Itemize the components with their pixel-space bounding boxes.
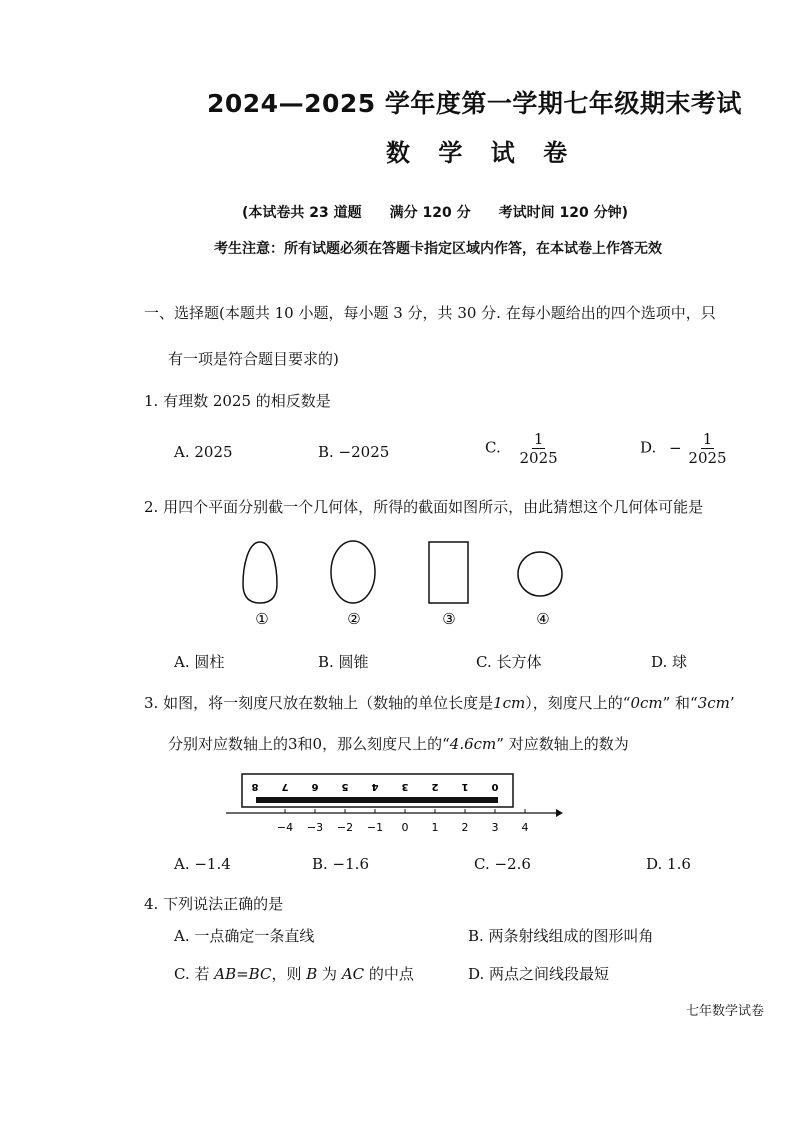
- option-c-label: C.: [485, 438, 501, 457]
- q3-text-part: ” 和“: [662, 694, 698, 712]
- section-heading-line2: 有一项是符合题目要求的): [168, 350, 339, 368]
- axis-tick-label: −3: [306, 821, 324, 834]
- fraction-denominator: 2025: [688, 449, 727, 467]
- axis-tick-label: 4: [521, 821, 529, 834]
- circle-figure: [518, 552, 562, 596]
- number-line-arrow: [556, 809, 563, 817]
- exam-title: 2024—2025 学年度第一学期七年级期末考试: [207, 89, 742, 118]
- exam-notice: 考生注意：所有试题必须在答题卡指定区域内作答，在本试卷上作答无效: [214, 241, 662, 257]
- q3-text-part: 分别对应数轴上的: [168, 735, 289, 753]
- section-heading-line1: 一、选择题(本题共 10 小题，每小题 3 分，共 30 分. 在每小题给出的四个选项中，只: [144, 304, 716, 322]
- question-4-option-b: B. 两条射线组成的图形叫角: [468, 927, 654, 945]
- axis-tick-label: 1: [431, 821, 439, 834]
- question-3-option-a: A. −1.4: [174, 855, 231, 873]
- q3-text-part: 3和0，那么刻度尺上的“: [288, 735, 450, 753]
- question-4-option-c: [174, 963, 414, 984]
- fraction-denominator: 2025: [519, 449, 558, 467]
- axis-tick-label: −4: [276, 821, 294, 834]
- ruler-mark-label: 4: [371, 781, 379, 792]
- ruler-number-line-figure: [226, 770, 566, 836]
- footer-label: 七年数学试卷: [686, 1004, 765, 1019]
- question-3-option-d: D. 1.6: [646, 855, 691, 873]
- figure-label-1: ①: [255, 610, 269, 628]
- ruler-mark-label: 6: [311, 781, 319, 792]
- question-2-option-d: D. 球: [651, 653, 688, 671]
- question-3-line2: [168, 733, 629, 754]
- question-4-stem: 4. 下列说法正确的是: [144, 895, 284, 913]
- q3-unit: 1cm: [493, 694, 526, 712]
- question-1-stem: 1. 有理数 2025 的相反数是: [144, 392, 331, 410]
- axis-tick-label: 0: [401, 821, 409, 834]
- exam-subtitle: 数 学 试 卷: [386, 139, 578, 167]
- ruler-mark-label: 3: [401, 781, 409, 792]
- question-4-option-d: D. 两点之间线段最短: [468, 965, 610, 983]
- q4c-text-part: ，则: [271, 965, 307, 983]
- figure-label-3: ③: [442, 610, 456, 628]
- option-d-fraction: [686, 430, 728, 467]
- q4c-segment-ac: AC: [341, 965, 365, 983]
- q4c-ab-eq-bc: AB=BC: [214, 965, 272, 983]
- q3-quote-3cm: 3cm: [697, 694, 730, 712]
- figure-label-4: ④: [536, 610, 550, 628]
- q3-text-part: ），刻度尺上的“: [525, 694, 631, 712]
- exam-info: (本试卷共 23 道题 满分 120 分 考试时间 120 分钟): [242, 205, 628, 221]
- q4c-text-part: 为: [317, 965, 342, 983]
- question-2-stem: 2. 用四个平面分别截一个几何体，所得的截面如图所示，由此猜想这个几何体可能是: [144, 498, 704, 516]
- q3-text-part: 3. 如图，将一刻度尺放在数轴上（数轴的单位长度是: [144, 694, 494, 712]
- q3-quote-4.6cm: 4.6cm: [449, 735, 497, 753]
- question-1-option-d: [640, 430, 729, 467]
- ruler-thick-edge: [256, 797, 498, 803]
- question-1-option-a: A. 2025: [174, 443, 233, 461]
- axis-tick-label: −1: [366, 821, 384, 834]
- ruler-mark-label: 7: [281, 781, 289, 792]
- question-3-option-b: B. −1.6: [312, 855, 369, 873]
- rectangle-figure: [429, 542, 468, 603]
- q4c-text-part: 的中点: [364, 965, 414, 983]
- figure-label-2: ②: [347, 610, 361, 628]
- fraction-numerator: 1: [533, 430, 544, 448]
- q3-text-part: ” 对应数轴上的数为: [496, 735, 629, 753]
- question-2-option-a: A. 圆柱: [174, 653, 225, 671]
- ruler-mark-label: 2: [431, 781, 439, 792]
- question-1-option-b: B. −2025: [318, 443, 390, 461]
- option-d-label: D.: [640, 438, 657, 457]
- axis-tick-label: 3: [491, 821, 499, 834]
- option-d-sign: −: [669, 438, 682, 457]
- question-3-option-c: C. −2.6: [474, 855, 531, 873]
- ruler-mark-label: 8: [251, 781, 259, 792]
- ruler-mark-label: 5: [341, 781, 349, 792]
- question-3-line1: [144, 692, 735, 713]
- ruler-mark-label: 1: [461, 781, 469, 792]
- q4c-text-part: C. 若: [174, 965, 215, 983]
- axis-tick-label: −2: [336, 821, 354, 834]
- ellipse-figure: [331, 541, 375, 603]
- axis-tick-label: 2: [461, 821, 469, 834]
- ruler-marks: [251, 781, 498, 792]
- fraction-numerator: 1: [702, 430, 713, 448]
- question-2-option-b: B. 圆锥: [318, 653, 369, 671]
- cross-section-figures: [230, 536, 570, 632]
- egg-shape-figure: [243, 542, 277, 603]
- q3-text-part: ’: [729, 694, 735, 712]
- question-4-option-a: A. 一点确定一条直线: [174, 927, 315, 945]
- option-c-fraction: [518, 430, 560, 467]
- question-2-option-c: C. 长方体: [476, 653, 542, 671]
- q3-quote-0cm: 0cm: [630, 694, 663, 712]
- q4c-point-b: B: [306, 965, 318, 983]
- ruler-mark-label: 0: [491, 781, 499, 792]
- question-1-option-c: [485, 430, 560, 467]
